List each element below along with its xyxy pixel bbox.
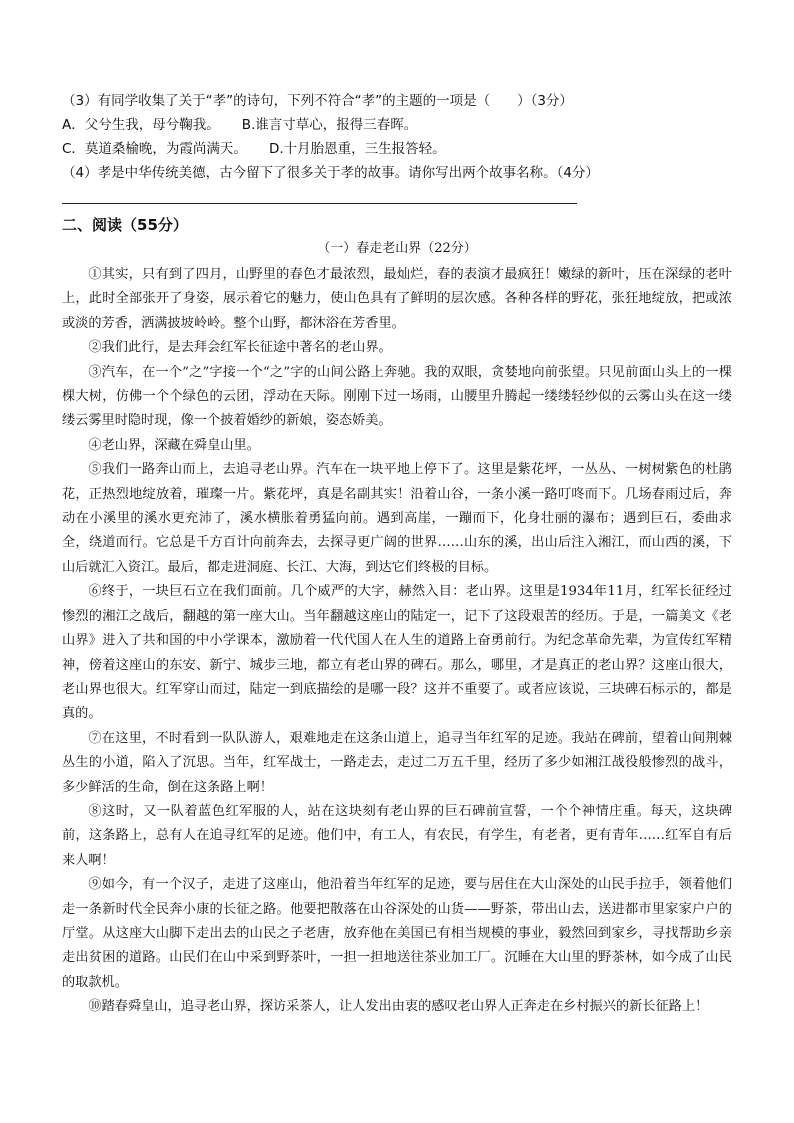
question-3-stem: （3）有同学收集了关于“孝”的诗句，下列不符合“孝”的主题的一项是（ ）（3分） — [62, 93, 573, 109]
paragraph-7: ⑦在这里，不时看到一队队游人，艰难地走在这条山道上，追寻当年红军的足迹。我站在碑前，望着山间荆棘丛生的小道，陷入了沉思。当年，红军战士，一路走去，走过二万五千里，经历了多少如湘江战役般惨烈的战斗，多少鲜活的生命，倒在这条路上啊！ — [62, 730, 732, 795]
paragraph-3: ③汽车，在一个“之”字接一个“之”字的山间公路上奔驰。我的双眼，贪婪地向前张望。只见前面山头上的一棵棵大树，仿佛一个个绿色的云团，浮动在天际。刚刚下过一场雨，山腰里升腾起一缕缕轻纱似的云雾山头在这一缕缕云雾里时隐时现，像一个披着婚纱的新娘，姿态娇美。 — [62, 364, 732, 429]
option-c: C．莫道桑榆晚，为霞尚满天。 — [62, 141, 247, 157]
question-3-options-ab — [62, 115, 417, 135]
option-d: D.十月胎恩重，三生报答轻。 — [268, 141, 446, 157]
paragraph-6: ⑥终于，一块巨石立在我们面前。几个威严的大字，赫然入目：老山界。这里是1934年11月，红军长征经过惨烈的湘江之战后，翻越的第一座大山。当年翻越这座山的陆定一，记下了这段艰苦的经历。于是，一篇美文《老山界》进入了共和国的中小学课本，激励着一代代国人在人生的道路上奋勇前行。为纪念革命先辈，为宣传红军精神，傍着这座山的东安、新宁、城步三地，都立有老山界的碑石。那么，哪里，才是真正的老山界？这座山很大，老山界也很大。红军穿山而过，陆定一到底描绘的是哪一段？这并不重要了。或者应该说，三块碑石标示的，都是真的。 — [62, 584, 732, 722]
section-title: 二、阅读（55分） — [62, 216, 188, 234]
article-title: （一）春走老山界（22分） — [317, 241, 477, 256]
paragraph-9: ⑨如今，有一个汉子，走进了这座山，他沿着当年红军的足迹，要与居住在大山深处的山民手拉手，领着他们走一条新时代全民奔小康的长征之路。他要把散落在山谷深处的山货——野茶，带出山去，送进都市里家家户户的厅堂。从这座大山脚下走出去的山民之子老唐，放弃他在美国已有相当规模的事业，毅然回到家乡，寻找帮助乡亲走出贫困的道路。山民们在山中采到野茶叶，一担一担地送往茶业加工厂。沉睡在大山里的野茶林，如今成了山民的取款机。 — [62, 877, 732, 990]
answer-line — [62, 203, 577, 204]
paragraph-8: ⑧这时，又一队着蓝色红军服的人，站在这块刻有老山界的巨石碑前宣誓，一个个神情庄重。每天，这块碑前，这条路上，总有人在追寻红军的足迹。他们中，有工人，有农民，有学生，有老者，更有青年……红军自有后来人啊！ — [62, 803, 732, 868]
paragraph-2: ②我们此行，是去拜会红军长征途中著名的老山界。 — [88, 340, 392, 356]
paragraph-4: ④老山界，深藏在舜皇山里。 — [88, 437, 260, 453]
paragraph-5: ⑤我们一路奔山而上，去追寻老山界。汽车在一块平地上停下了。这里是紫花坪，一丛丛、一树树紫色的杜鹃花，正热烈地绽放着，璀璨一片。紫花坪，真是名副其实！沿着山谷，一条小溪一路叮咚而下。几场春雨过后，奔动在小溪里的溪水更充沛了，溪水横胀着勇猛向前。遇到高崖，一蹦而下，化身壮丽的瀑布；遇到巨石，委曲求全，绕道而行。它总是千方百计向前奔去，去探寻更广阔的世界……山东的溪，出山后注入湘江，而山西的溪，下山后就汇入资江。最后，都走进洞庭、长江、大海，到达它们终极的目标。 — [62, 462, 732, 575]
paragraph-1: ①其实，只有到了四月，山野里的春色才最浓烈，最灿烂，春的表演才最疯狂！嫩绿的新叶，压在深绿的老叶上，此时全部张开了身姿，展示着它的魅力，使山色具有了鲜明的层次感。各种各样的野花，张狂地绽放，把或浓或淡的芳香，洒满披坡岭岭。整个山野，都沐浴在芳香里。 — [62, 267, 732, 331]
option-a: A．父兮生我，母兮鞠我。 — [62, 117, 220, 133]
question-4-stem: （4）孝是中华传统美德，古今留下了很多关于孝的故事。请你写出两个故事名称。（4分） — [62, 165, 599, 181]
question-3-options-cd — [62, 139, 446, 159]
article-body — [62, 263, 732, 1020]
paragraph-10: ⑩踏春舜皇山，追寻老山界，探访采茶人，让人发出由衷的感叹老山界人正奔走在乡村振兴的新长征路上！ — [88, 999, 709, 1015]
option-b: B.谁言寸草心，报得三春晖。 — [241, 117, 418, 133]
